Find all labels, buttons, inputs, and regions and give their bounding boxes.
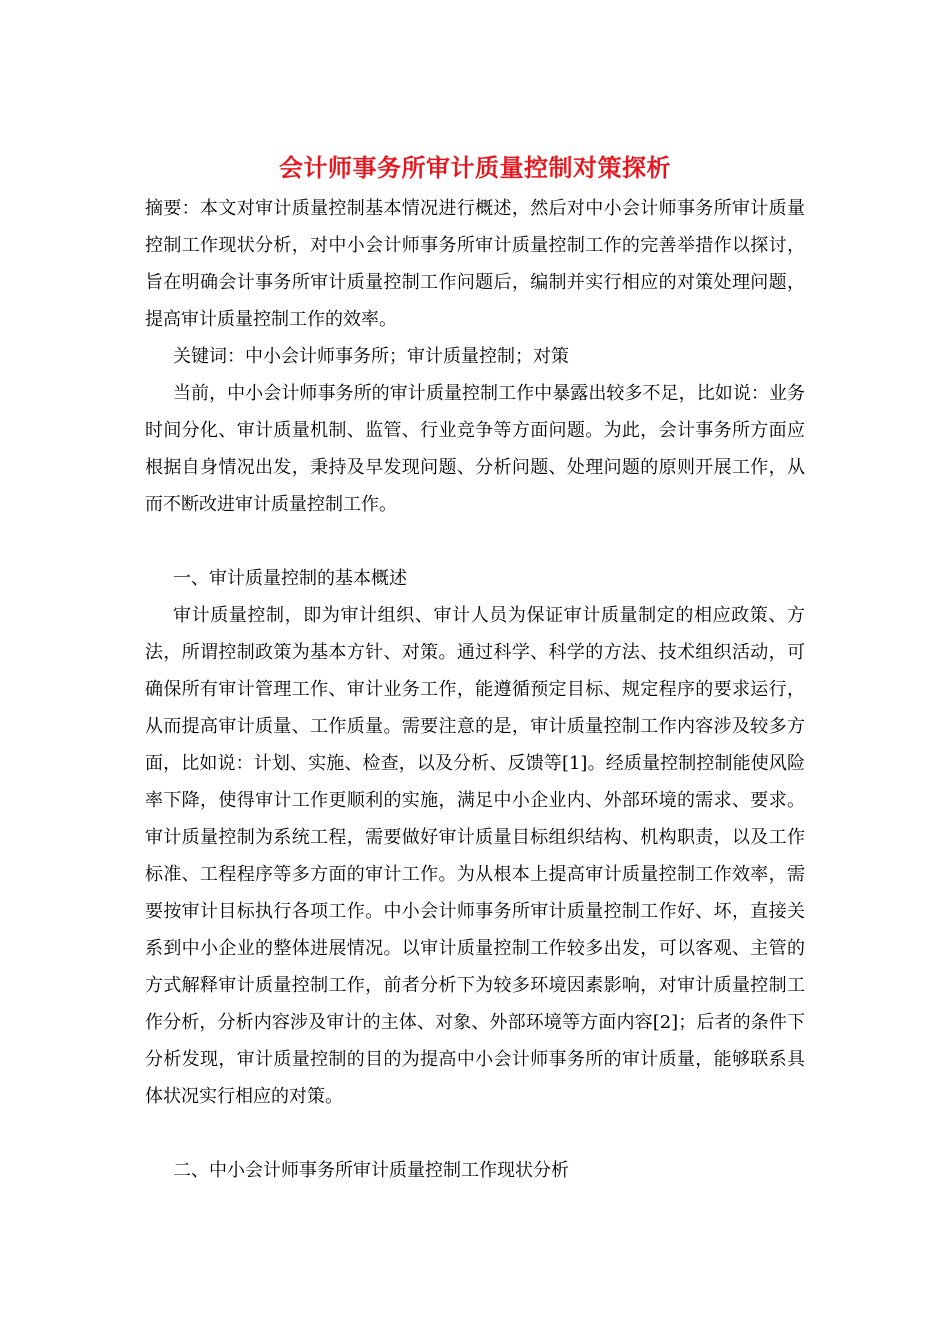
- abstract-paragraph: 摘要：本文对审计质量控制基本情况进行概述，然后对中小会计师事务所审计质量控制工作现状分析，对中小会计师事务所审计质量控制工作的完善举措作以探讨，旨在明确会计事务所审计质量控制工作问题后，编制并实行相应的对策处理问题，提高审计质量控制工作的效率。: [145, 198, 805, 330]
- paragraph-spacer: [145, 1115, 805, 1152]
- document-title: 会计师事务所审计质量控制对策探析: [279, 153, 671, 182]
- paragraph-spacer: [145, 523, 805, 560]
- keywords-paragraph: 关键词：中小会计师事务所；审计质量控制；对策: [173, 346, 569, 367]
- section-2-heading: 二、中小会计师事务所审计质量控制工作现状分析: [173, 1160, 569, 1181]
- document-body: [145, 150, 805, 1189]
- section-1-paragraph: 审计质量控制，即为审计组织、审计人员为保证审计质量制定的相应政策、方法，所谓控制政策为基本方针、对策。通过科学、科学的方法、技术组织活动，可确保所有审计管理工作、审计业务工作，能遵循预定目标、规定程序的要求运行，从而提高审计质量、工作质量。需要注意的是，审计质量控制工作内容涉及较多方面，比如说：计划、实施、检查，以及分析、反馈等[1]。经质量控制控制能使风险率下降，使得审计工作更顺利的实施，满足中小企业内、外部环境的需求、要求。审计质量控制为系统工程，需要做好审计质量目标组织结构、机构职责，以及工作标准、工程程序等多方面的审计工作。为从根本上提高审计质量控制工作效率，需要按审计目标执行各项工作。中小会计师事务所审计质量控制工作好、坏，直接关系到中小企业的整体进展情况。以审计质量控制工作较多出发，可以客观、主管的方式解释审计质量控制工作，前者分析下为较多环境因素影响，对审计质量控制工作分析，分析内容涉及审计的主体、对象、外部环境等方面内容[2]；后者的条件下分析发现，审计质量控制的目的为提高中小会计师事务所的审计质量，能够联系具体状况实行相应的对策。: [145, 605, 805, 1107]
- section-1-heading: 一、审计质量控制的基本概述: [173, 568, 407, 589]
- intro-paragraph: 当前，中小会计师事务所的审计质量控制工作中暴露出较多不足，比如说：业务时间分化、审计质量机制、监管、行业竞争等方面问题。为此，会计事务所方面应根据自身情况出发，秉持及早发现问题、分析问题、处理问题的原则开展工作，从而不断改进审计质量控制工作。: [145, 383, 805, 515]
